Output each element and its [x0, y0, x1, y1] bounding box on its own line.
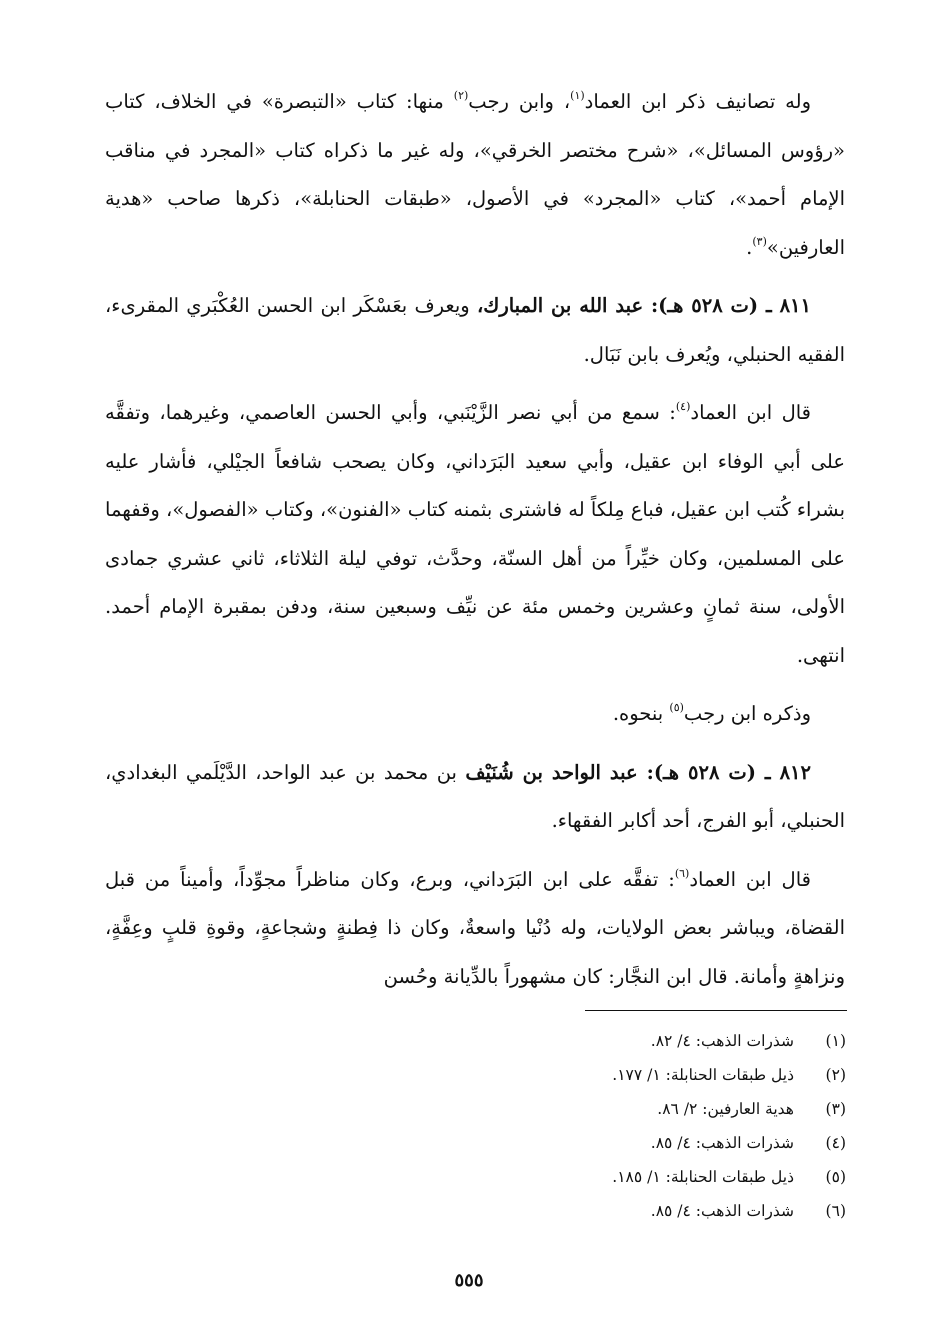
text-span: وذكره ابن رجب	[683, 702, 811, 725]
footnote-ref-3[interactable]: (٣)	[752, 234, 767, 248]
paragraph-ibn-rajab	[105, 690, 845, 739]
page-number: ٥٥٥	[454, 1270, 484, 1291]
footnote-number: (١)	[825, 1032, 846, 1050]
footnote-item	[346, 1024, 846, 1058]
footnote-number: (٣)	[825, 1100, 846, 1118]
footnote-item	[346, 1058, 846, 1092]
paragraph-ibn-imad-812	[105, 856, 845, 1002]
footnote-number: (٤)	[825, 1134, 846, 1152]
footnote-text: ذيل طبقات الحنابلة: ١/ ١٨٥.	[612, 1168, 794, 1186]
footnote-item	[346, 1092, 846, 1126]
main-text	[105, 78, 845, 1007]
text-span: : سمع من أبي نصر الزَّيْنَبي، وأبي الحسن العاصمي، وغيرهما، وتفقَّه على أبي الوفاء ابن عقيل، وأبي سعيد البَرَداني، وكان يصحب شافعاً الجيْلي، فأشار عليه بشراء كُتب ابن عقيل، فباع مِلكاً له فاشترى بثمنه كتاب «الفنون»، وكتاب «الفصول»، وقفهما على المسلمين، وكان خيِّراً من أهل السنّة، وحدَّث، توفي ليلة الثلاثاء، ثاني عشري جمادى الأولى، سنة ثمانٍ وعشرين وخمس مئة عن نيِّف وسبعين سنة، ودفن بمقبرة الإمام أحمد. انتهى.	[105, 401, 845, 667]
paragraph-works	[105, 78, 845, 272]
footnote-divider	[585, 1010, 847, 1011]
footnote-item	[346, 1126, 846, 1160]
footnote-number: (٥)	[825, 1168, 846, 1186]
footnote-text: ذيل طبقات الحنابلة: ١/ ١٧٧.	[612, 1066, 794, 1084]
text-span: قال ابن العماد	[689, 867, 811, 891]
text-span: .	[746, 235, 753, 259]
text-span: وله تصانيف ذكر ابن العماد	[584, 90, 811, 113]
text-span: قال ابن العماد	[690, 401, 811, 424]
entry-811	[105, 282, 845, 379]
footnote-ref-2[interactable]: (٢)	[453, 89, 469, 102]
footnote-ref-4[interactable]: (٤)	[675, 400, 691, 413]
footnote-ref-1[interactable]: (١)	[570, 89, 585, 102]
footnote-ref-6[interactable]: (٦)	[674, 866, 690, 880]
footnote-number: (٢)	[825, 1066, 846, 1084]
entry-812-text: بن محمد بن عبد الواحد، الدَّيْلَمي البغدادي، الحنبلي، أبو الفرج، أحد أكابر الفقهاء.	[105, 760, 845, 832]
footnote-text: شذرات الذهب: ٤/ ٨٢.	[650, 1032, 794, 1050]
text-span: بنحوه.	[612, 702, 670, 725]
text-span: منها: كتاب «التبصرة» في الخلاف، كتاب «رؤوس المسائل»، «شرح مختصر الخرقي»، وله غير ما ذكراه كتاب «المجرد في مناقب الإمام أحمد»، كتاب «المجرد» في الأصول، «طبقات الحنابلة»، ذكرها صاحب «هدية العارفين»	[105, 90, 845, 259]
text-span: ، وابن رجب	[468, 90, 571, 113]
entry-811-text: ويعرف بعَسْكَر ابن الحسن العُكْبَري المقرىء، الفقيه الحنبلي، ويُعرف بابن نَبَال.	[105, 294, 845, 366]
paragraph-ibn-imad-811	[105, 389, 845, 680]
footnote-text: شذرات الذهب: ٤/ ٨٥.	[650, 1134, 794, 1152]
footnote-text: هدية العارفين: ٢/ ٨٦.	[657, 1100, 794, 1118]
footnote-ref-5[interactable]: (٥)	[669, 701, 684, 714]
footnote-item	[346, 1160, 846, 1194]
footnote-number: (٦)	[825, 1202, 846, 1220]
entry-812	[105, 749, 845, 846]
text-span: : تفقَّه على ابن البَرَداني، وبرع، وكان مناظراً مجوِّداً، وأميناً من قبل القضاة، ويباشر بعض الولايات، وله دُنْيا واسعةٌ، وكان ذا فِطنةٍ وشجاعةٍ، وقوةِ قلبٍ وعِفَّةٍ، ونزاهةٍ وأمانة. قال ابن النجَّار: كان مشهوراً بالدِّيانة وحُسن	[105, 867, 845, 988]
entry-812-heading: ٨١٢ ـ (ت ٥٢٨ هـ): عبد الواحد بن شُنَيْف	[465, 760, 811, 784]
footnotes	[346, 1024, 846, 1228]
footnote-item	[346, 1194, 846, 1228]
entry-811-heading: ٨١١ ـ (ت ٥٢٨ هـ): عبد الله بن المبارك،	[476, 294, 811, 317]
footnote-text: شذرات الذهب: ٤/ ٨٥.	[650, 1202, 794, 1220]
